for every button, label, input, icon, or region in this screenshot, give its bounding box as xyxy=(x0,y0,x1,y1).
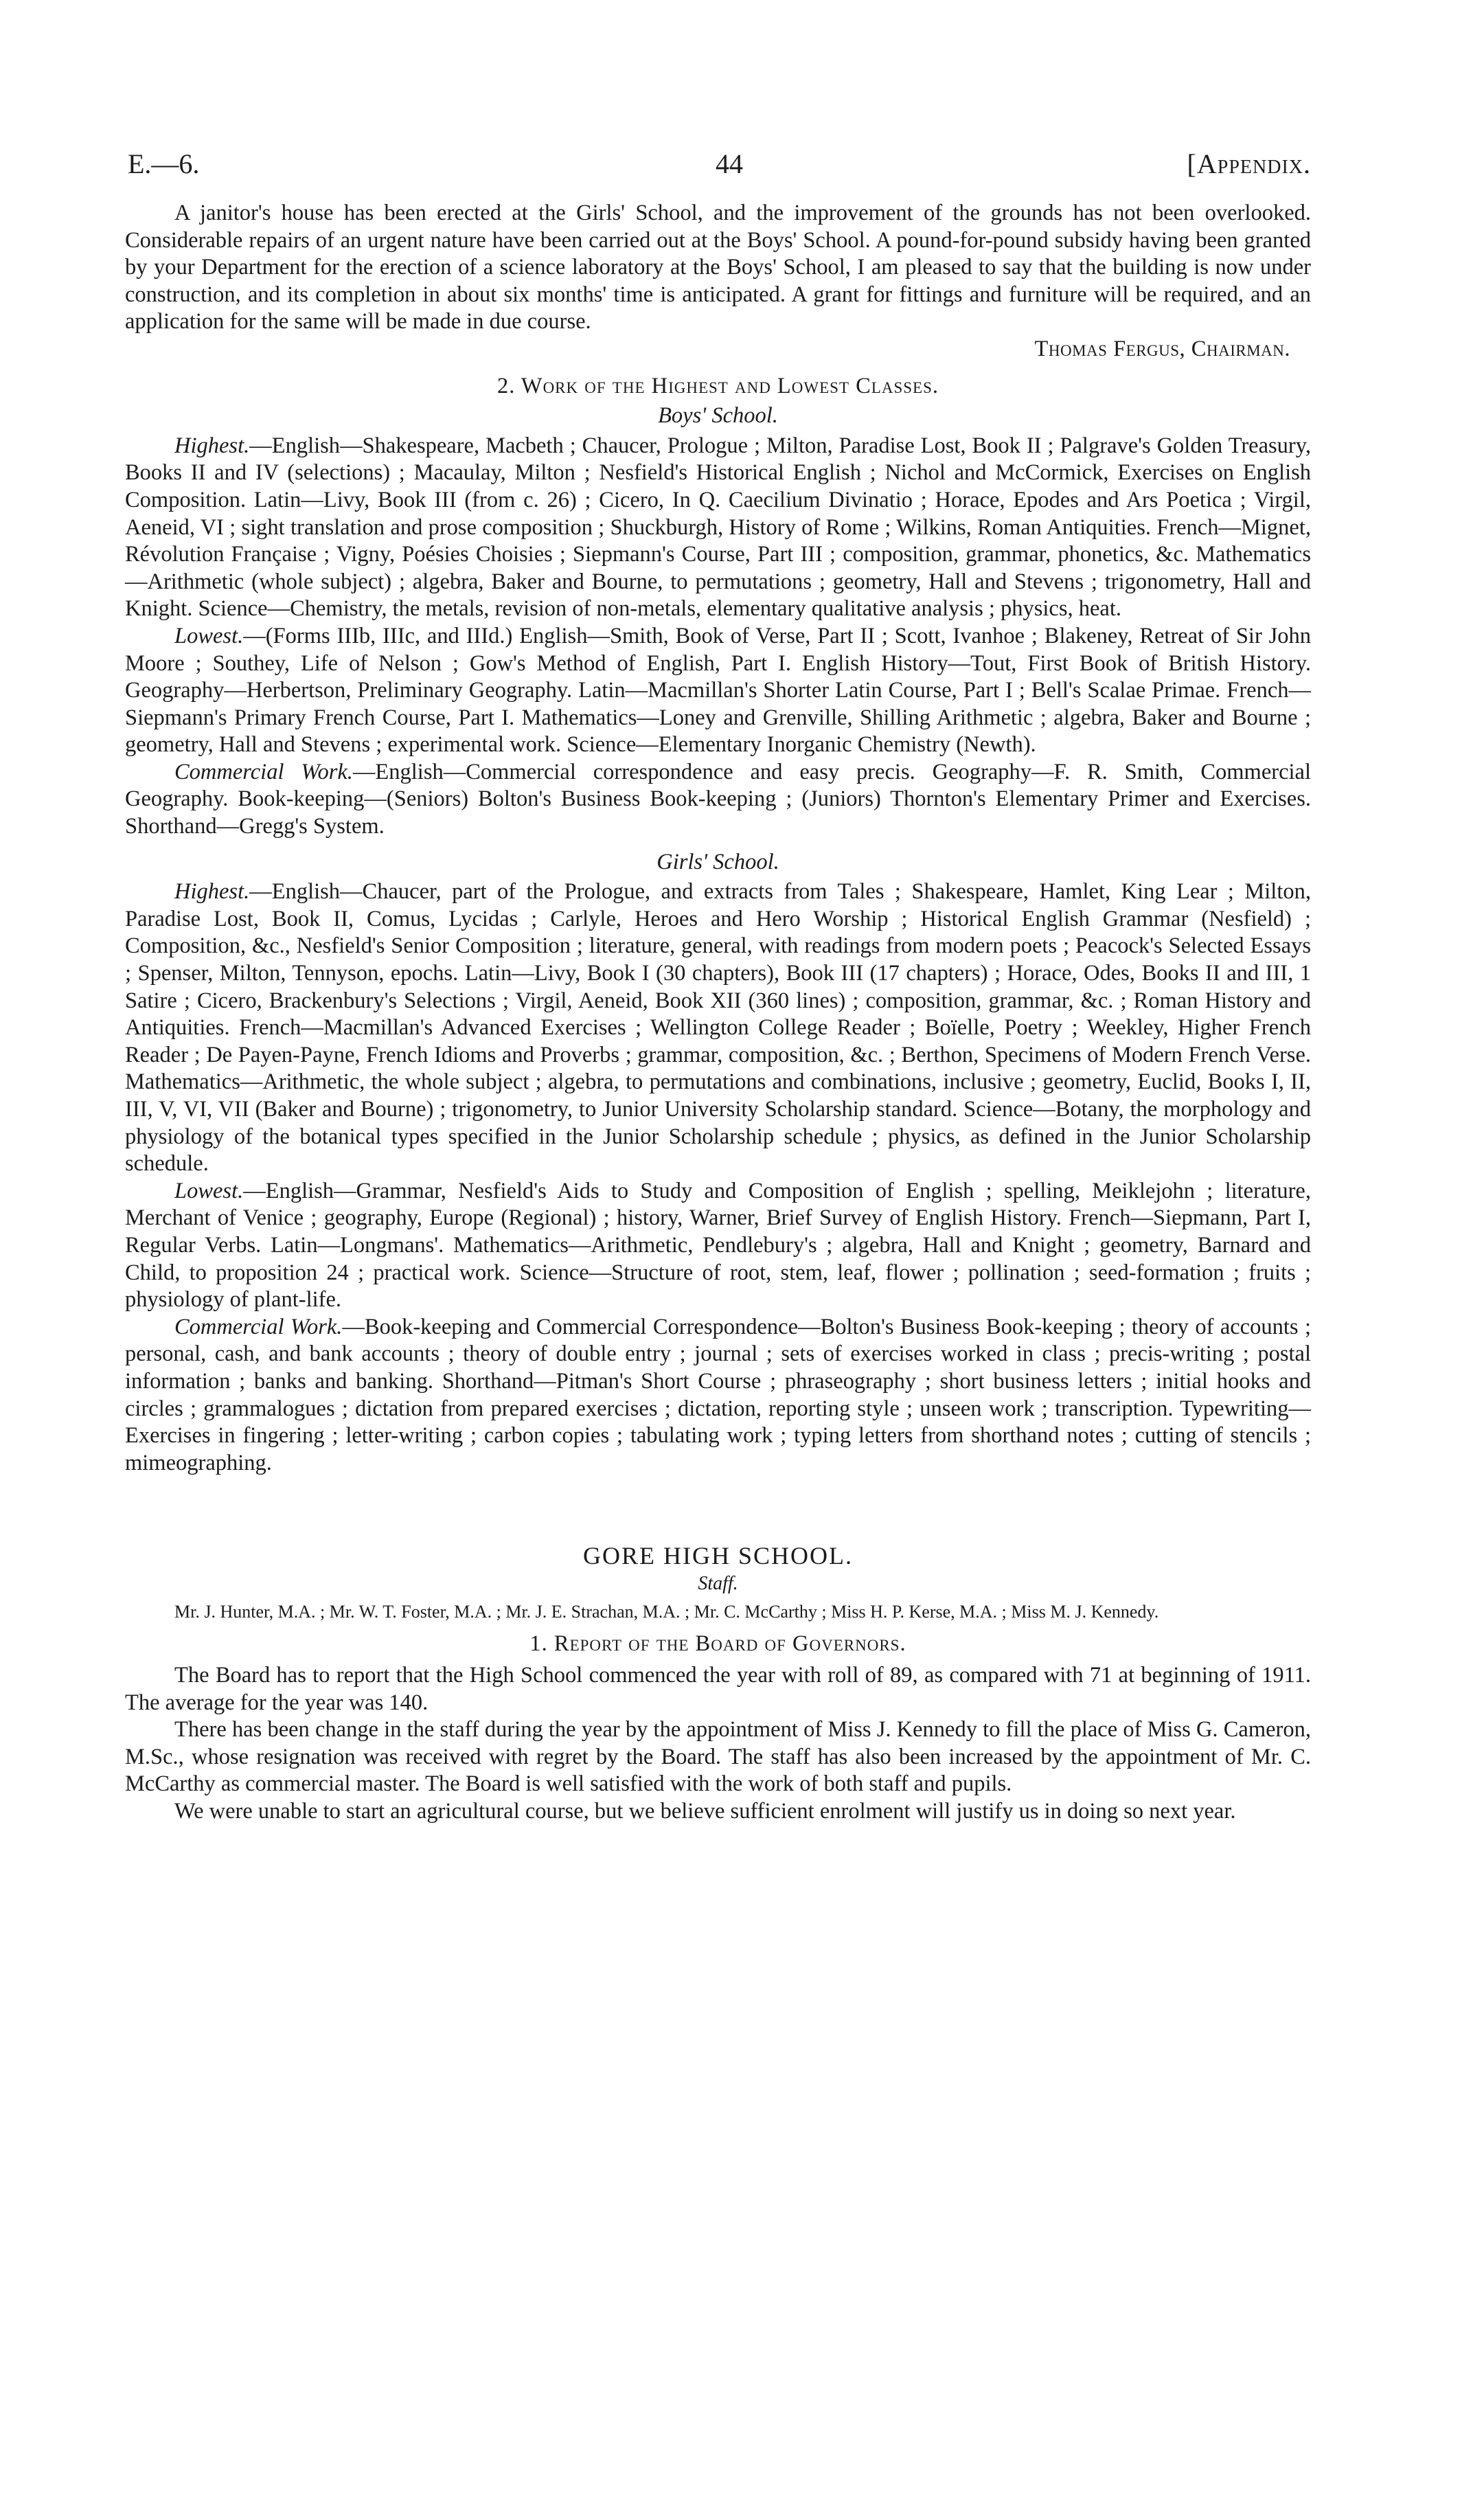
girls-commercial-text: —Book-keeping and Commercial Correspondence—Bolton's Business Book-keeping ; theory of accounts ; personal, cash, and bank accounts ; theory of double entry ; journal ; sets of exercises worked in class ; precis-writing ; postal information ; banks and banking. Shorthand—Pitman's Short Course ; phraseography ; short business letters ; initial hooks and circles ; grammalogues ; dictation from prepared exercises ; dictation, reporting style ; unseen work ; transcription. Typewriting—Exercises in fingering ; letter-writing ; carbon copies ; tabulating work ; typing letters from shorthand notes ; cutting of stencils ; mimeographing. xyxy=(125,1314,1311,1475)
boys-commercial-text: —English—Commercial correspondence and easy precis. Geography—F. R. Smith, Commercial Geography. Book-keeping—(Seniors) Bolton's Business Book-keeping ; (Juniors) Thornton's Elementary Primer and Exercises. Shorthand—Gregg's System. xyxy=(125,759,1311,839)
girls-highest-text: —English—Chaucer, part of the Prologue, and extracts from Tales ; Shakespeare, Hamlet, King Lear ; Milton, Paradise Lost, Book II, Comus, Lycidas ; Carlyle, Heroes and Hero Worship ; Historical English Grammar (Nesfield) ; Composition, &c., Nesfield's Senior Composition ; literature, general, with readings from modern poets ; Peacock's Selected Essays ; Spenser, Milton, Tennyson, epochs. Latin—Livy, Book I (30 chapters), Book III (17 chapters) ; Horace, Odes, Books II and III, 1 Satire ; Cicero, Brackenbury's Selections ; Virgil, Aeneid, Book XII (360 lines) ; composition, grammar, &c. ; Roman History and Antiquities. French—Macmillan's Advanced Exercises ; Wellington College Reader ; Boïelle, Poetry ; Weekley, Higher French Reader ; De Payen-Payne, French Idioms and Proverbs ; grammar, composition, &c. ; Berthon, Specimens of Modern French Verse. Mathematics—Arithmetic, the whole subject ; algebra, to permutations and combinations, inclusive ; geometry, Euclid, Books I, II, III, V, VI, VII (Baker and Bourne) ; trigonometry, to Junior University Scholarship standard. Science—Botany, the morphology and physiology of the botanical types specified in the Junior Scholarship schedule ; physics, as defined in the Junior Scholarship schedule. xyxy=(125,879,1311,1177)
report-paragraph: We were unable to start an agricultural course, but we believe sufficient enrolment will justify us in doing so next year. xyxy=(174,1798,1236,1824)
girls-highest-label: Highest. xyxy=(174,879,250,905)
report-paragraph: There has been change in the staff during the year by the appointment of Miss J. Kennedy to fill the place of Miss G. Cameron, M.Sc., whose resignation was received with regret by the Board. The staff has also been increased by the appointment of Mr. C. McCarthy as commercial master. The Board is well satisfied with the work of both staff and pupils. xyxy=(125,1717,1311,1797)
appendix-label: [Appendix. xyxy=(1187,148,1311,179)
page-number: 44 xyxy=(716,148,743,179)
boys-commercial-label: Commercial Work. xyxy=(174,759,353,784)
boys-highest-label: Highest. xyxy=(174,433,250,458)
boys-highest-paragraph xyxy=(125,433,1311,623)
boys-commercial-paragraph xyxy=(125,759,1311,841)
girls-school-title: Girls' School. xyxy=(657,849,779,874)
boys-lowest-paragraph xyxy=(125,623,1311,759)
series-code: E.—6. xyxy=(128,148,200,179)
girls-lowest-paragraph xyxy=(125,1178,1311,1314)
boys-lowest-text: —(Forms IIIb, IIIc, and IIId.) English—Smith, Book of Verse, Part II ; Scott, Ivanhoe ; Blakeney, Retreat of Sir John Moore ; Southey, Life of Nelson ; Gow's Method of English, Part I. English History—Tout, First Book of British History. Geography—Herbertson, Preliminary Geography. Latin—Macmillan's Shorter Latin Course, Part I ; Bell's Scalae Primae. French—Siepmann's Primary French Course, Part I. Mathematics—Loney and Grenville, Shilling Arithmetic ; algebra, Baker and Bourne ; geometry, Hall and Stevens ; experimental work. Science—Elementary Inorganic Chemistry (Newth). xyxy=(125,623,1311,758)
chairman-signature: Thomas Fergus, Chairman. xyxy=(1034,336,1290,361)
intro-paragraph: A janitor's house has been erected at the Girls' School, and the improvement of the grounds has not been overlooked. Considerable repairs of an urgent nature have been carried out at the Boys' School. A pound-for-pound subsidy having been granted by your Department for the erection of a science laboratory at the Boys' School, I am pleased to say that the building is now under construction, and its completion in about six months' time is anticipated. A grant for fittings and furniture will be required, and an application for the same will be made in due course. xyxy=(125,201,1311,334)
staff-list: Mr. J. Hunter, M.A. ; Mr. W. T. Foster, M.A. ; Mr. J. E. Strachan, M.A. ; Mr. C. McCarthy ; Miss H. P. Kerse, M.A. ; Miss M. J. Kennedy. xyxy=(174,1602,1159,1622)
girls-highest-paragraph xyxy=(125,878,1311,1178)
boys-lowest-label: Lowest. xyxy=(174,623,244,648)
gore-school-title: GORE HIGH SCHOOL. xyxy=(583,1542,853,1570)
report-paragraph: The Board has to report that the High School commenced the year with roll of 89, as compared with 71 at beginning of 1911. The average for the year was 140. xyxy=(125,1662,1311,1715)
boys-school-title: Boys' School. xyxy=(658,403,778,429)
girls-lowest-label: Lowest. xyxy=(174,1178,244,1203)
girls-commercial-paragraph xyxy=(125,1314,1311,1477)
board-report-title: 1. Report of the Board of Governors. xyxy=(529,1631,906,1657)
work-section-title: 2. Work of the Highest and Lowest Classes. xyxy=(496,373,939,398)
staff-heading: Staff. xyxy=(698,1573,738,1595)
page-header xyxy=(125,148,1311,200)
girls-commercial-label: Commercial Work. xyxy=(174,1314,343,1339)
girls-lowest-text: —English—Grammar, Nesfield's Aids to Study and Composition of English ; spelling, Meiklejohn ; literature, Merchant of Venice ; geography, Europe (Regional) ; history, Warner, Brief Survey of English History. French—Siepmann, Part I, Regular Verbs. Latin—Longmans'. Mathematics—Arithmetic, Pendlebury's ; algebra, Hall and Knight ; geometry, Barnard and Child, to proposition 24 ; practical work. Science—Structure of root, stem, leaf, flower ; pollination ; seed-formation ; fruits ; physiology of plant-life. xyxy=(125,1178,1311,1313)
boys-highest-text: —English—Shakespeare, Macbeth ; Chaucer, Prologue ; Milton, Paradise Lost, Book II ; Palgrave's Golden Treasury, Books II and IV (selections) ; Macaulay, Milton ; Nesfield's Historical English ; Nichol and McCormick, Exercises on English Composition. Latin—Livy, Book III (from c. 26) ; Cicero, In Q. Caecilium Divinatio ; Horace, Epodes and Ars Poetica ; Virgil, Aeneid, VI ; sight translation and prose composition ; Shuckburgh, History of Rome ; Wilkins, Roman Antiquities. French—Mignet, Révolution Française ; Vigny, Poésies Choisies ; Siepmann's Course, Part III ; composition, grammar, phonetics, &c. Mathematics—Arithmetic (whole subject) ; algebra, Baker and Bourne, to permutations ; geometry, Hall and Stevens ; trigonometry, Hall and Knight. Science—Chemistry, the metals, revision of non-metals, elementary qualitative analysis ; physics, heat. xyxy=(125,433,1311,622)
